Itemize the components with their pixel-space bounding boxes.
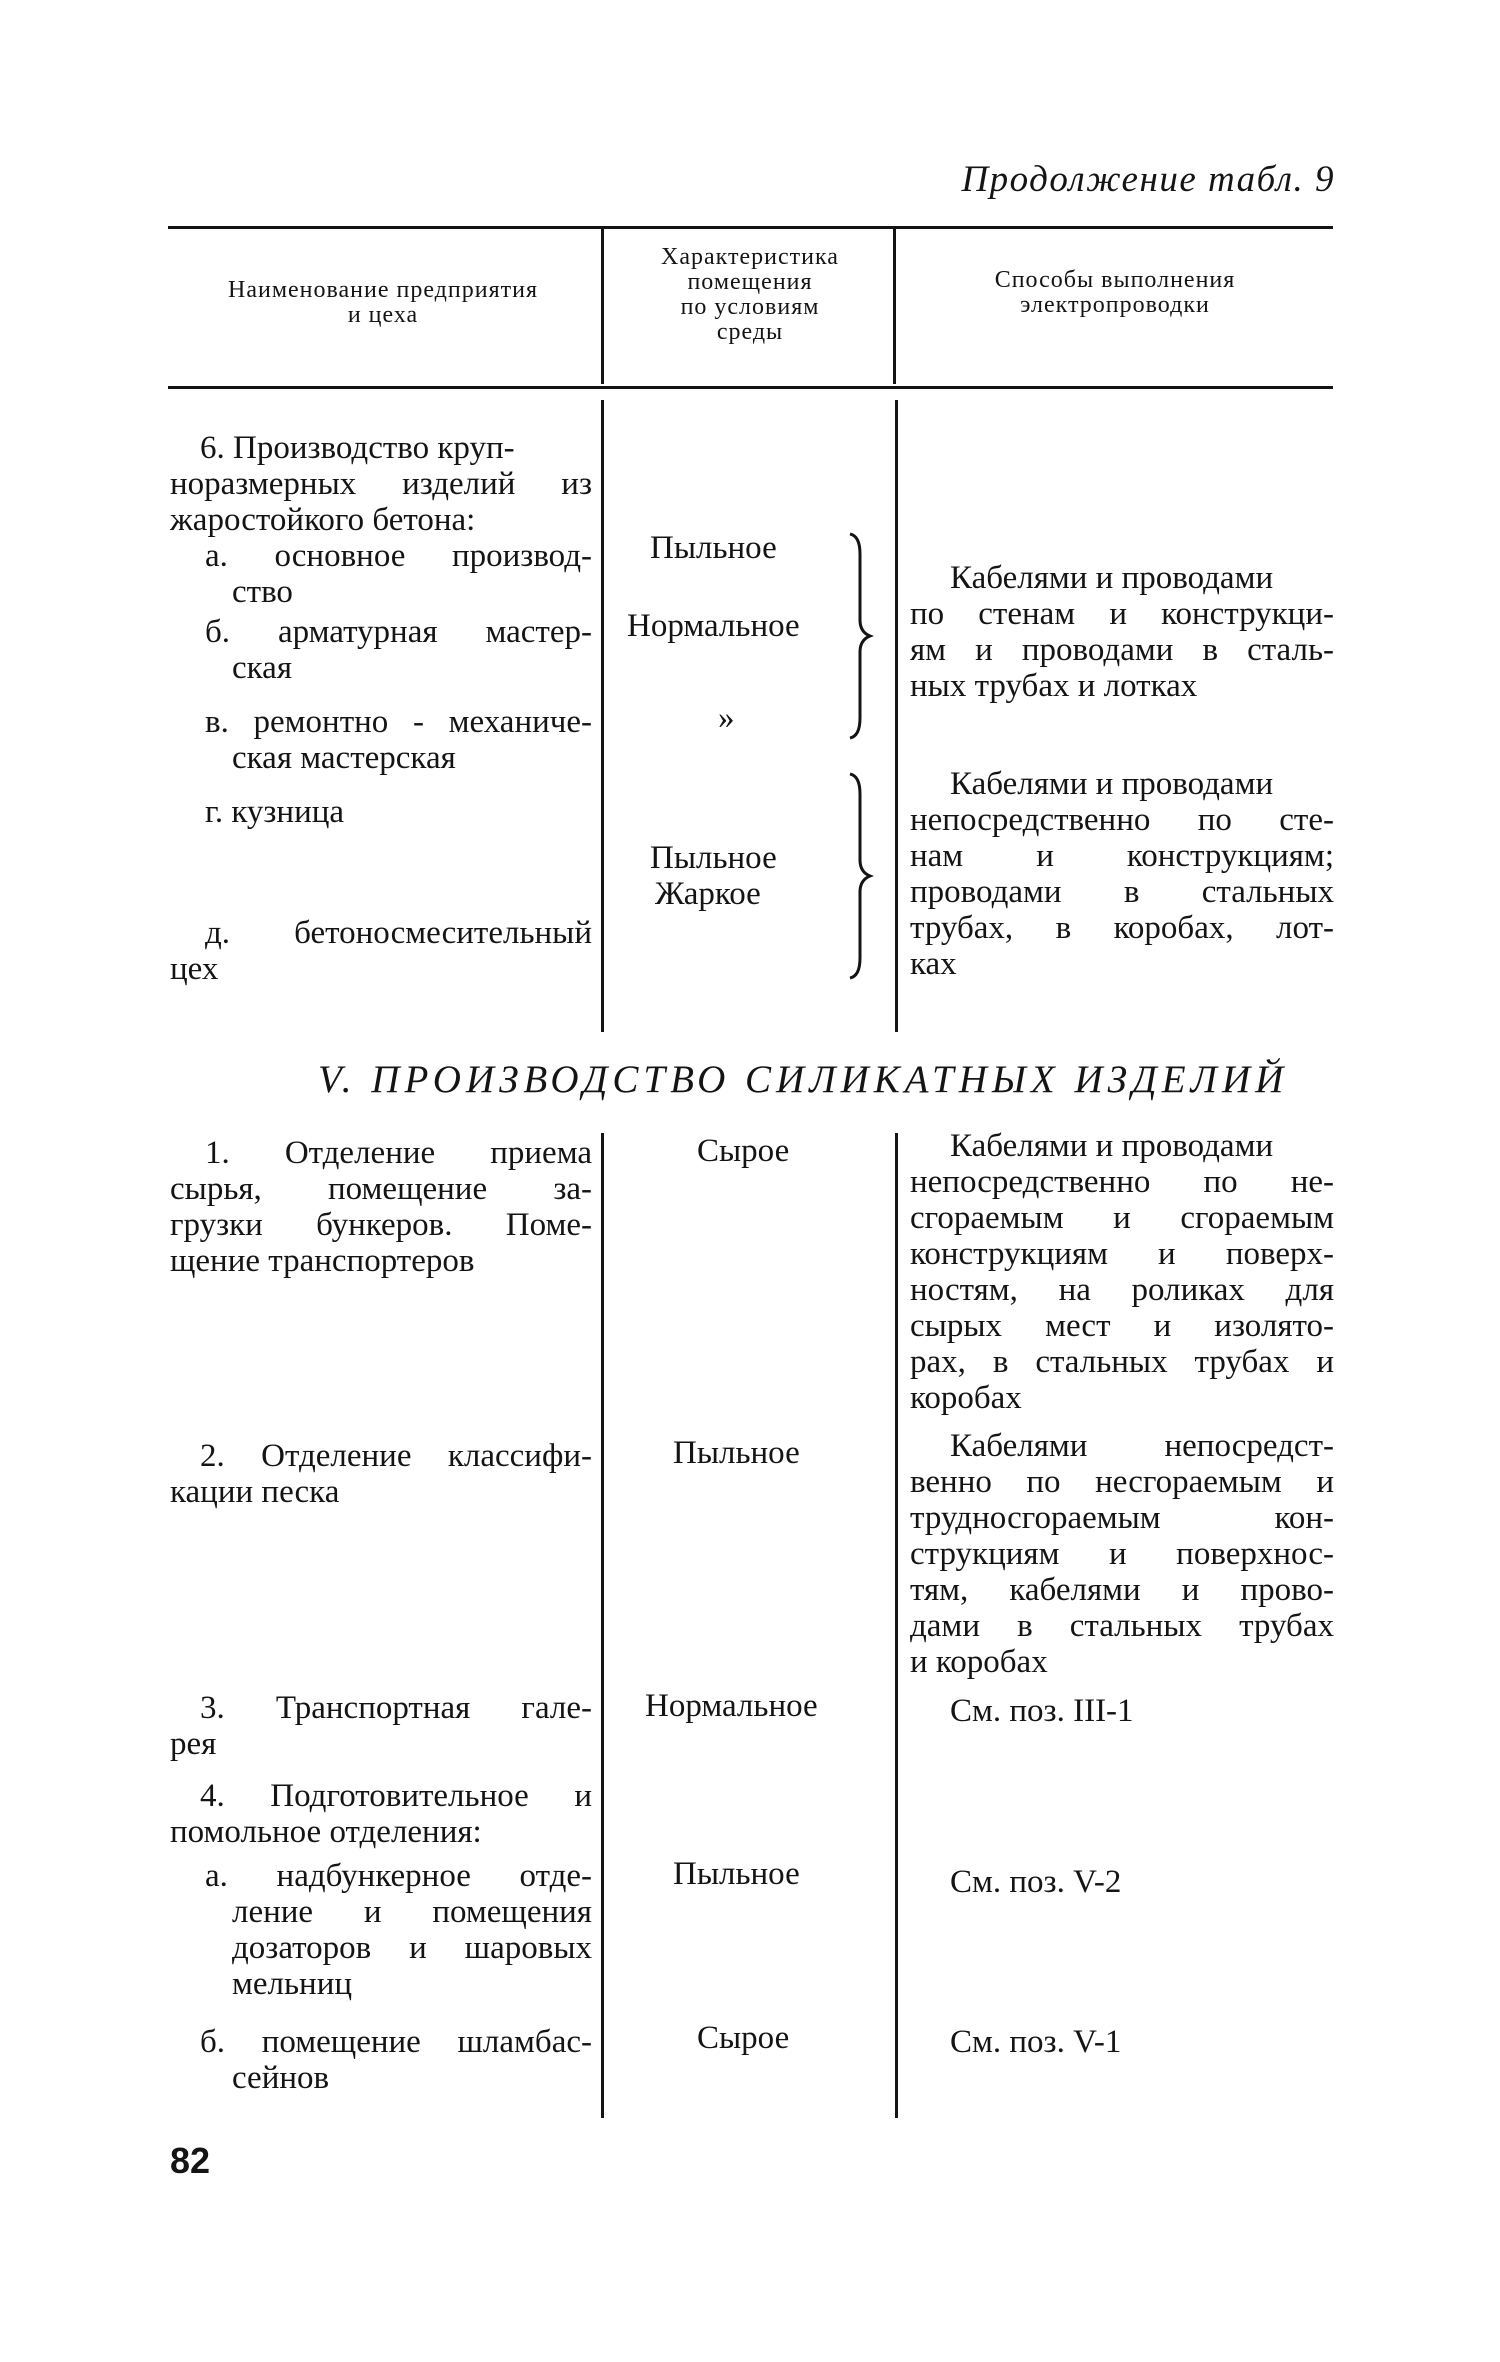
env-ditto: » — [718, 700, 735, 736]
table-top-rule — [168, 226, 1333, 229]
env-dusty: Пыльное — [650, 530, 777, 566]
body-divider-3 — [601, 1133, 604, 2118]
body-divider-4 — [895, 1133, 898, 2118]
row-v4b-env: Сырое — [697, 2020, 790, 2056]
env-hot: Жаркое — [655, 876, 761, 912]
header-divider-1 — [601, 226, 604, 384]
row-v4a-env: Пыльное — [673, 1856, 800, 1892]
body-divider-1 — [601, 400, 604, 1032]
continuation-label: Продолжение табл. 9 — [961, 159, 1335, 200]
column-header-environment: Характеристика помещения по условиям среды — [661, 244, 839, 345]
row-v1-env: Сырое — [697, 1133, 790, 1169]
env-normal: Нормальное — [627, 608, 800, 644]
column-header-name: Наименование предприятия и цеха — [227, 277, 538, 328]
row-v4a-wiring: См. поз. V-2 — [950, 1864, 1122, 1900]
row-6g: г. кузница — [205, 794, 345, 830]
row-v4b-wiring: См. поз. V-1 — [950, 2024, 1122, 2060]
right-brace-1 — [846, 532, 876, 742]
row-v2-env: Пыльное — [673, 1435, 800, 1471]
column-header-wiring: Способы выполнения электропроводки — [994, 267, 1236, 318]
page-number: 82 — [170, 2140, 211, 2181]
right-brace-2 — [846, 772, 876, 982]
row-v3-wiring: См. поз. III-1 — [950, 1693, 1134, 1729]
header-divider-2 — [893, 226, 896, 384]
section-heading: V. ПРОИЗВОДСТВО СИЛИКАТНЫХ ИЗДЕЛИЙ — [318, 1058, 1289, 1101]
env-dusty-2: Пыльное — [650, 840, 777, 876]
row-v3-env: Нормальное — [645, 1688, 818, 1724]
body-divider-2 — [895, 400, 898, 1032]
header-bottom-rule — [168, 386, 1333, 389]
